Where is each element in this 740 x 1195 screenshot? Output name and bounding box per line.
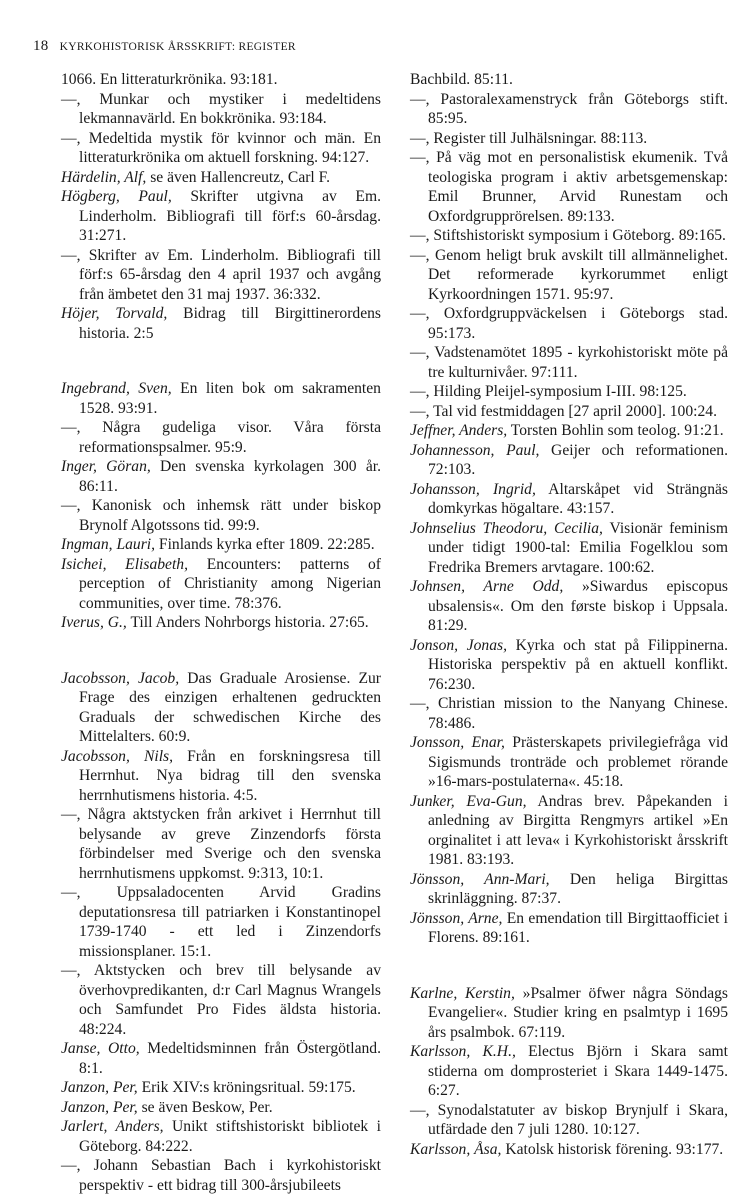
index-entry [61,535,381,555]
index-entry [410,984,728,1043]
entry-text: Bidrag till Birgittinerordens historia. 2:5 [79,305,381,342]
index-entry [410,246,728,305]
index-entry [61,379,381,418]
entry-text: —, Register till Julhälsningar. 88:113. [410,129,648,147]
index-entry [410,421,728,441]
running-title: KYRKOHISTORISK ÅRSSKRIFT: REGISTER [59,41,296,53]
index-entry [410,382,728,402]
index-entry [61,669,381,747]
index-entry [410,577,728,636]
entry-author: Ingebrand, Sven, [61,380,172,397]
entry-author: Jeffner, Anders, [410,422,508,439]
entry-text: —, Aktstycken och brev till belysande av överhovpredikanten, d:r Carl Magnus Wrangels och Samfundet Pro Fides äldsta historia. 48:224. [61,962,381,1038]
index-entry [410,870,728,909]
entry-text: se även Hallencreutz, Carl F. [146,168,330,186]
entry-text: Andras brev. Påpekanden i anledning av Birgitta Rengmyrs artikel »En orginalitet i att leva« i Kyrkohistoriskt årsskrift 1981. 83:193. [428,792,728,868]
index-entry [410,90,728,129]
index-entry [61,1156,381,1195]
index-entry [410,733,728,792]
entry-text: Prästerskapets privilegiefråga vid Sigismunds tronträde och problemet rörande »16-mars-postulaterna«. 45:18. [428,734,728,790]
index-entry [410,1101,728,1140]
entry-text: Den heliga Birgittas skrinläggning. 87:37. [428,870,728,907]
index-entry [410,792,728,870]
entry-text: »Psalmer öfwer några Söndags Evangelier«. Studier kring en psalmtyp i 1695 års psalmbok. 67:119. [428,984,728,1041]
index-entry [61,961,381,1039]
entry-text: —, Skrifter av Em. Linderholm. Bibliografi till förf:s 65-årsdag den 4 april 1937 och avgång från ämbetet den 31 maj 1937. 36:332. [61,246,381,303]
entry-text: Medeltidsminnen från Östergötland. 8:1. [79,1040,381,1077]
entry-text: —, Munkar och mystiker i medeltidens lekmannavärld. En bokkrönika. 93:184. [61,90,381,127]
index-entry [61,90,381,129]
index-entry [61,805,381,883]
entry-text: Skrifter utgivna av Em. Linderholm. Bibliografi till förf:s 60-årsdag. 31:271. [79,188,381,244]
entry-text: —, På väg mot en personalistisk ekumenik. Två teologiska program i aktiv arbetsgemenskap: Emil Brunner, Arvid Runestam och Oxfordgrupprörelsen. 89:133. [410,149,728,225]
entry-text: —, Hilding Pleijel-symposium I-III. 98:125. [410,383,687,400]
left-column [61,70,381,1195]
entry-author: Högberg, Paul, [61,188,172,205]
index-entry [61,883,381,961]
entry-text: —, Vadstenamötet 1895 - kyrkohistoriskt möte på tre kulturnivåer. 97:111. [410,344,728,381]
entry-text: Torsten Bohlin som teolog. 91:21. [507,422,724,439]
entry-text: —, Några gudeliga visor. Våra första reformationspsalmer. 95:9. [61,419,381,456]
index-entry [410,480,728,519]
index-entry [61,457,381,496]
entry-author: Höjer, Torvald, [61,305,168,322]
entry-author: Karlsson, Åsa, [410,1140,502,1158]
entry-text: Unikt stiftshistoriskt bibliotek i Göteborg. 84:222. [79,1118,381,1155]
entry-author: Inger, Göran, [61,458,151,475]
entry-text: Den svenska kyrkolagen 300 år. 86:11. [79,458,381,495]
index-entry [61,129,381,168]
index-entry [410,441,728,480]
entry-author: Iverus, G., [61,614,127,631]
entry-author: Johnselius Theodoru, Cecilia, [410,519,603,537]
entry-text: 1066. En litteraturkrönika. 93:181. [61,71,278,88]
index-entry [410,636,728,695]
letter-section-gap [410,948,728,984]
entry-text: Erik XIV:s kröningsritual. 59:175. [137,1079,356,1096]
right-column [410,70,728,1159]
index-entry [61,418,381,457]
entry-author: Jacobsson, Nils, [61,747,173,765]
entry-text: Kyrka och stat på Filippinerna. Historiska perspektiv på en aktuell konflikt. 76:230. [428,636,728,693]
entry-author: Jonson, Jonas, [410,636,507,654]
entry-author: Johansson, Ingrid, [410,480,536,498]
entry-text: —, Tal vid festmiddagen [27 april 2000]. 100:24. [410,402,717,420]
entry-author: Jönsson, Ann-Mari, [410,870,550,888]
page-number: 18 [33,38,49,54]
entry-text: Till Anders Nohrborgs historia. 27:65. [126,614,369,631]
index-entry [61,1117,381,1156]
entry-text: Encounters: patterns of perception of Christianity among Nigerian communities, over time. 78:376. [79,555,382,612]
index-entry [410,304,728,343]
entry-author: Janzon, Per, [61,1098,138,1116]
entry-text: En liten bok om sakramenten 1528. 93:91. [79,380,381,417]
entry-text: —, Uppsaladocenten Arvid Gradins deputationsresa till patriarken i Konstantinopel 1739-1740 - ett led i Zinzendorfs missionsplaner. 15:1. [61,884,381,960]
entry-author: Junker, Eva-Gun, [410,792,527,810]
index-entry [61,70,381,90]
entry-text: Geijer och reformationen. 72:103. [428,441,728,478]
entry-text: Electus Björn i Skara samt stiderna om domprosteriet i Skara 1449-1475. 6:27. [428,1043,729,1099]
index-entry [410,343,728,382]
index-entry [410,226,728,246]
entry-author: Johnsen, Arne Odd, [410,578,564,595]
entry-author: Isichei, Elisabeth, [61,555,188,573]
index-entry [61,1078,381,1098]
entry-author: Jacobsson, Jacob, [61,669,180,687]
entry-text: —, Några aktstycken från arkivet i Herrnhut till belysande av greve Zinzendorfs första förbindelser med Sverige och den svenska herrnhutismens uppkomst. 9:313, 10:1. [61,806,381,882]
index-entry [410,909,728,948]
entry-author: Johannesson, Paul, [410,441,540,459]
entry-text: Katolsk historisk förening. 93:177. [501,1140,724,1158]
entry-author: Härdelin, Alf, [61,168,147,186]
entry-text: —, Oxfordgruppväckelsen i Göteborgs stad. 95:173. [410,305,728,342]
entry-text: Från en forskningsresa till Herrnhut. Nya bidrag till den svenska herrnhutismens historia. 4:5. [79,747,381,804]
entry-author: Janse, Otto, [61,1040,140,1057]
entry-text: Altarskåpet vid Strängnäs domkyrkas högaltare. 43:157. [428,480,728,517]
entry-text: Visionär feminism under tidigt 1900-tal: Emilia Fogelklou som Fredrika Bremers arvtagare. 100:62. [428,519,728,576]
entry-text: se även Beskow, Per. [137,1098,273,1116]
index-entry [61,246,381,305]
letter-section-gap [61,343,381,379]
entry-text: —, Johann Sebastian Bach i kyrkohistoriskt perspektiv - ett bidrag till 300-årsjubileets [61,1157,381,1194]
index-entry [410,694,728,733]
entry-text: —, Kanonisk och inhemsk rätt under biskop Brynolf Algotssons tid. 99:9. [61,497,381,534]
index-entry [61,304,381,343]
index-entry [61,1098,381,1118]
index-entry [410,402,728,422]
entry-author: Janzon, Per, [61,1079,138,1096]
entry-author: Karlsson, K.H., [410,1043,516,1060]
index-entry [61,496,381,535]
entry-author: Jönsson, Arne, [410,909,503,927]
index-entry [410,70,728,90]
entry-text: —, Christian mission to the Nanyang Chinese. 78:486. [410,695,728,732]
index-entry [61,1039,381,1078]
index-entry [61,555,381,614]
running-head [33,38,296,55]
entry-text: »Siwardus episcopus ubsalensis«. Om den første biskop i Uppsala. 81:29. [428,578,728,634]
letter-section-gap [61,633,381,669]
index-entry [410,129,728,149]
entry-text: —, Medeltida mystik för kvinnor och män. En litteraturkrönika om aktuell forskning. 94:127. [61,129,381,166]
index-entry [61,747,381,806]
index-entry [61,187,381,246]
index-entry [410,519,728,578]
entry-author: Jonsson, Enar, [410,734,505,751]
entry-text: Bachbild. 85:11. [410,71,513,88]
index-entry [410,148,728,226]
index-entry [61,613,381,633]
entry-text: En emendation till Birgittaofficiet i Florens. 89:161. [428,909,728,946]
entry-text: Das Graduale Arosiense. Zur Frage des einzigen erhaltenen gedruckten Graduals der schwedischen Kirche des Mittelalters. 60:9. [79,669,381,745]
entry-text: —, Synodalstatuter av biskop Brynjulf i Skara, utfärdade den 7 juli 1280. 10:127. [410,1101,728,1138]
entry-author: Ingman, Lauri, [61,536,156,553]
index-entry [61,168,381,188]
entry-author: Karlne, Kerstin, [410,984,515,1002]
entry-text: —, Stiftshistoriskt symposium i Göteborg. 89:165. [410,227,726,244]
entry-text: —, Genom heligt bruk avskilt till allmännelighet. Det reformerade kyrkorummet enligt Kyrkoordningen 1571. 95:97. [410,246,728,303]
entry-text: —, Pastoralexamenstryck från Göteborgs stift. 85:95. [410,90,728,127]
entry-text: Finlands kyrka efter 1809. 22:285. [155,536,375,553]
entry-author: Jarlert, Anders, [61,1118,164,1135]
index-entry [410,1042,728,1101]
index-entry [410,1140,728,1160]
